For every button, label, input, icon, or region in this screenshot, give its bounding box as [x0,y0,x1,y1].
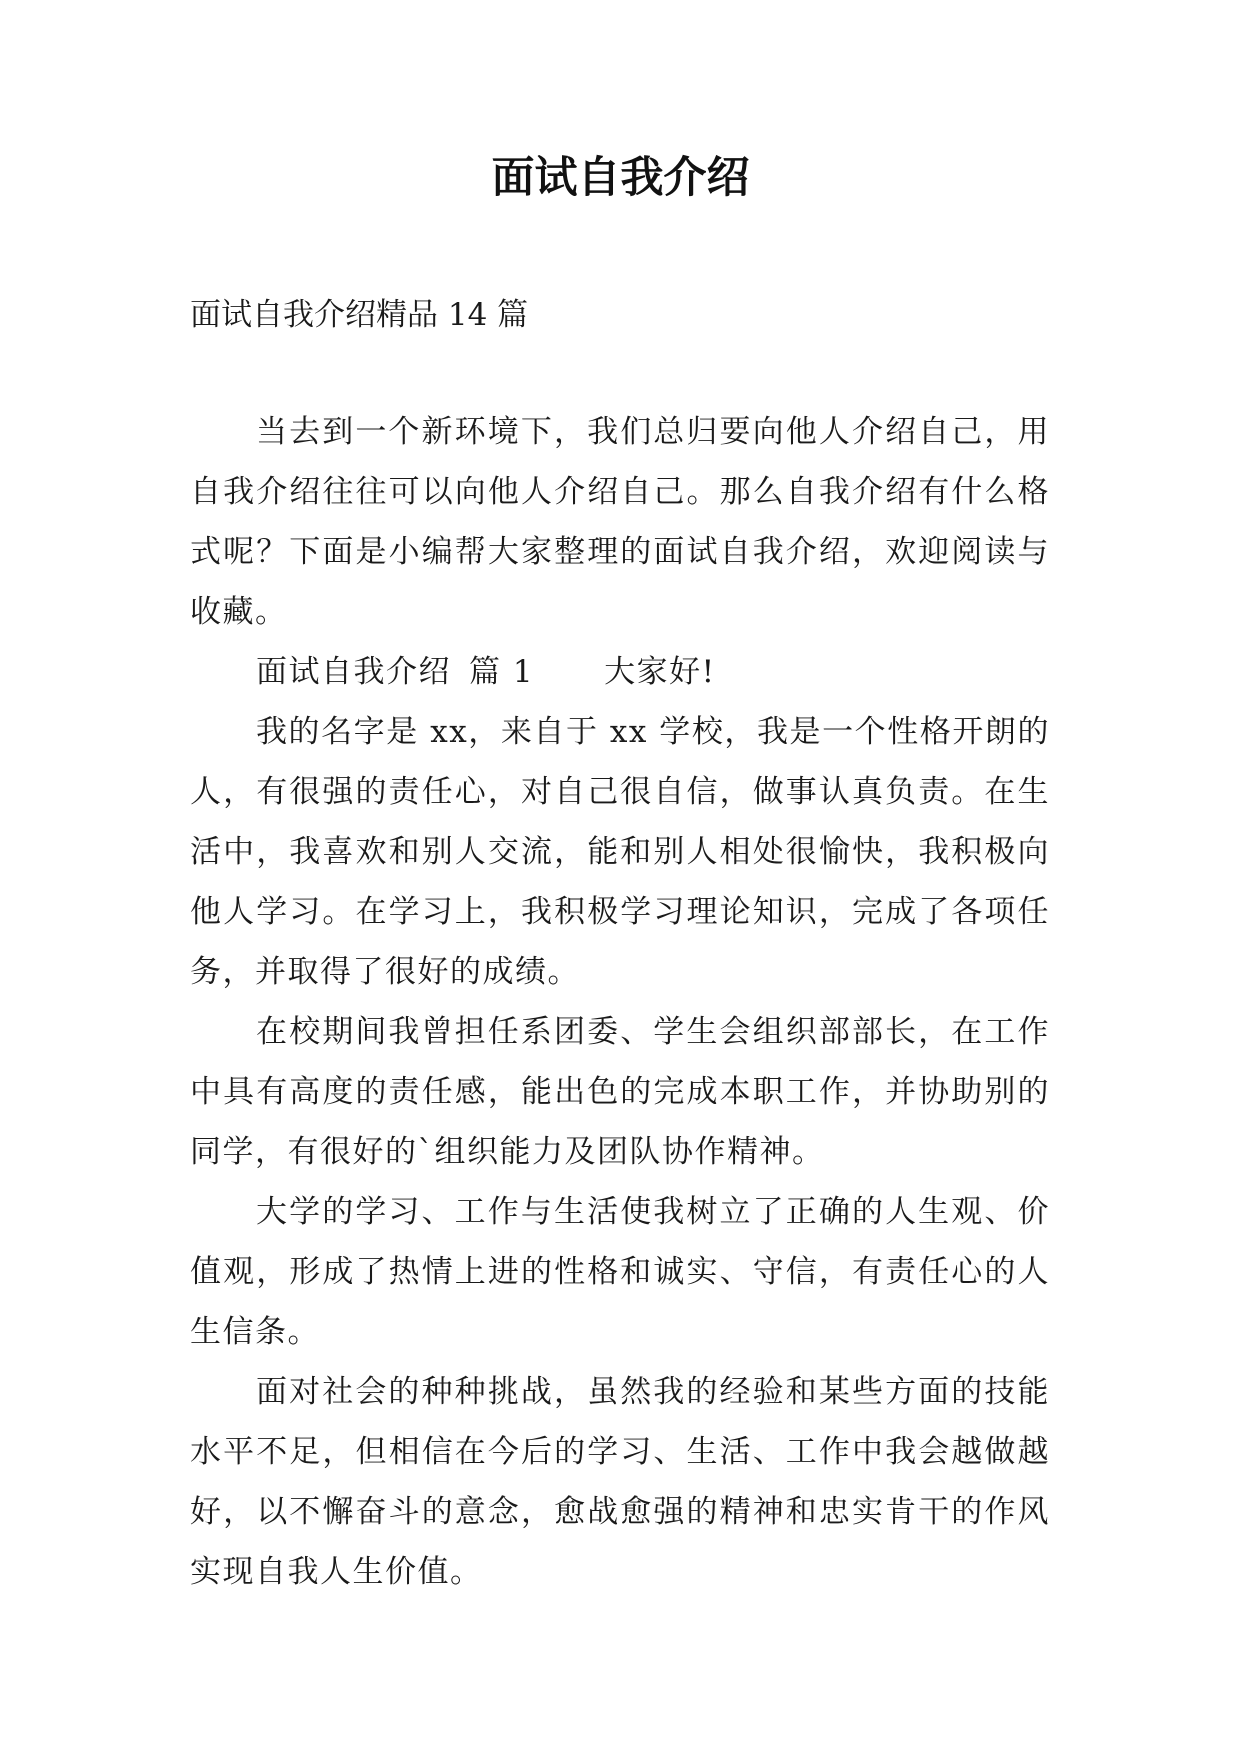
section-heading-line [190,642,1050,702]
greeting-text: 大家好! [604,654,716,690]
body-paragraph: 大学的学习、工作与生活使我树立了正确的人生观、价值观，形成了热情上进的性格和诚实、守信，有责任心的人生信条。 [190,1194,1050,1350]
body-paragraph: 我的名字是 xx，来自于 xx 学校，我是一个性格开朗的人，有很强的责任心，对自己很自信，做事认真负责。在生活中，我喜欢和别人交流，能和别人相处很愉快，我积极向他人学习。在学习上，我积极学习理论知识，完成了各项任务，并取得了很好的成绩。 [190,714,1050,990]
document-body [190,402,1050,1602]
document-subtitle: 面试自我介绍精品 14 篇 [190,297,529,333]
body-paragraph: 在校期间我曾担任系团委、学生会组织部部长，在工作中具有高度的责任感，能出色的完成本职工作，并协助别的同学，有很好的`组织能力及团队协作精神。 [190,1014,1050,1170]
intro-paragraph: 当去到一个新环境下，我们总归要向他人介绍自己，用自我介绍往往可以向他人介绍自己。那么自我介绍有什么格式呢？下面是小编帮大家整理的面试自我介绍，欢迎阅读与收藏。 [190,414,1050,630]
document-title: 面试自我介绍 [491,153,750,203]
body-paragraph: 面对社会的种种挑战，虽然我的经验和某些方面的技能水平不足，但相信在今后的学习、生活、工作中我会越做越好，以不懈奋斗的意念，愈战愈强的精神和忠实肯干的作风实现自我人生价值。 [190,1374,1050,1590]
section-number: 篇 1 [469,654,535,690]
section-heading: 面试自我介绍 [256,654,451,690]
